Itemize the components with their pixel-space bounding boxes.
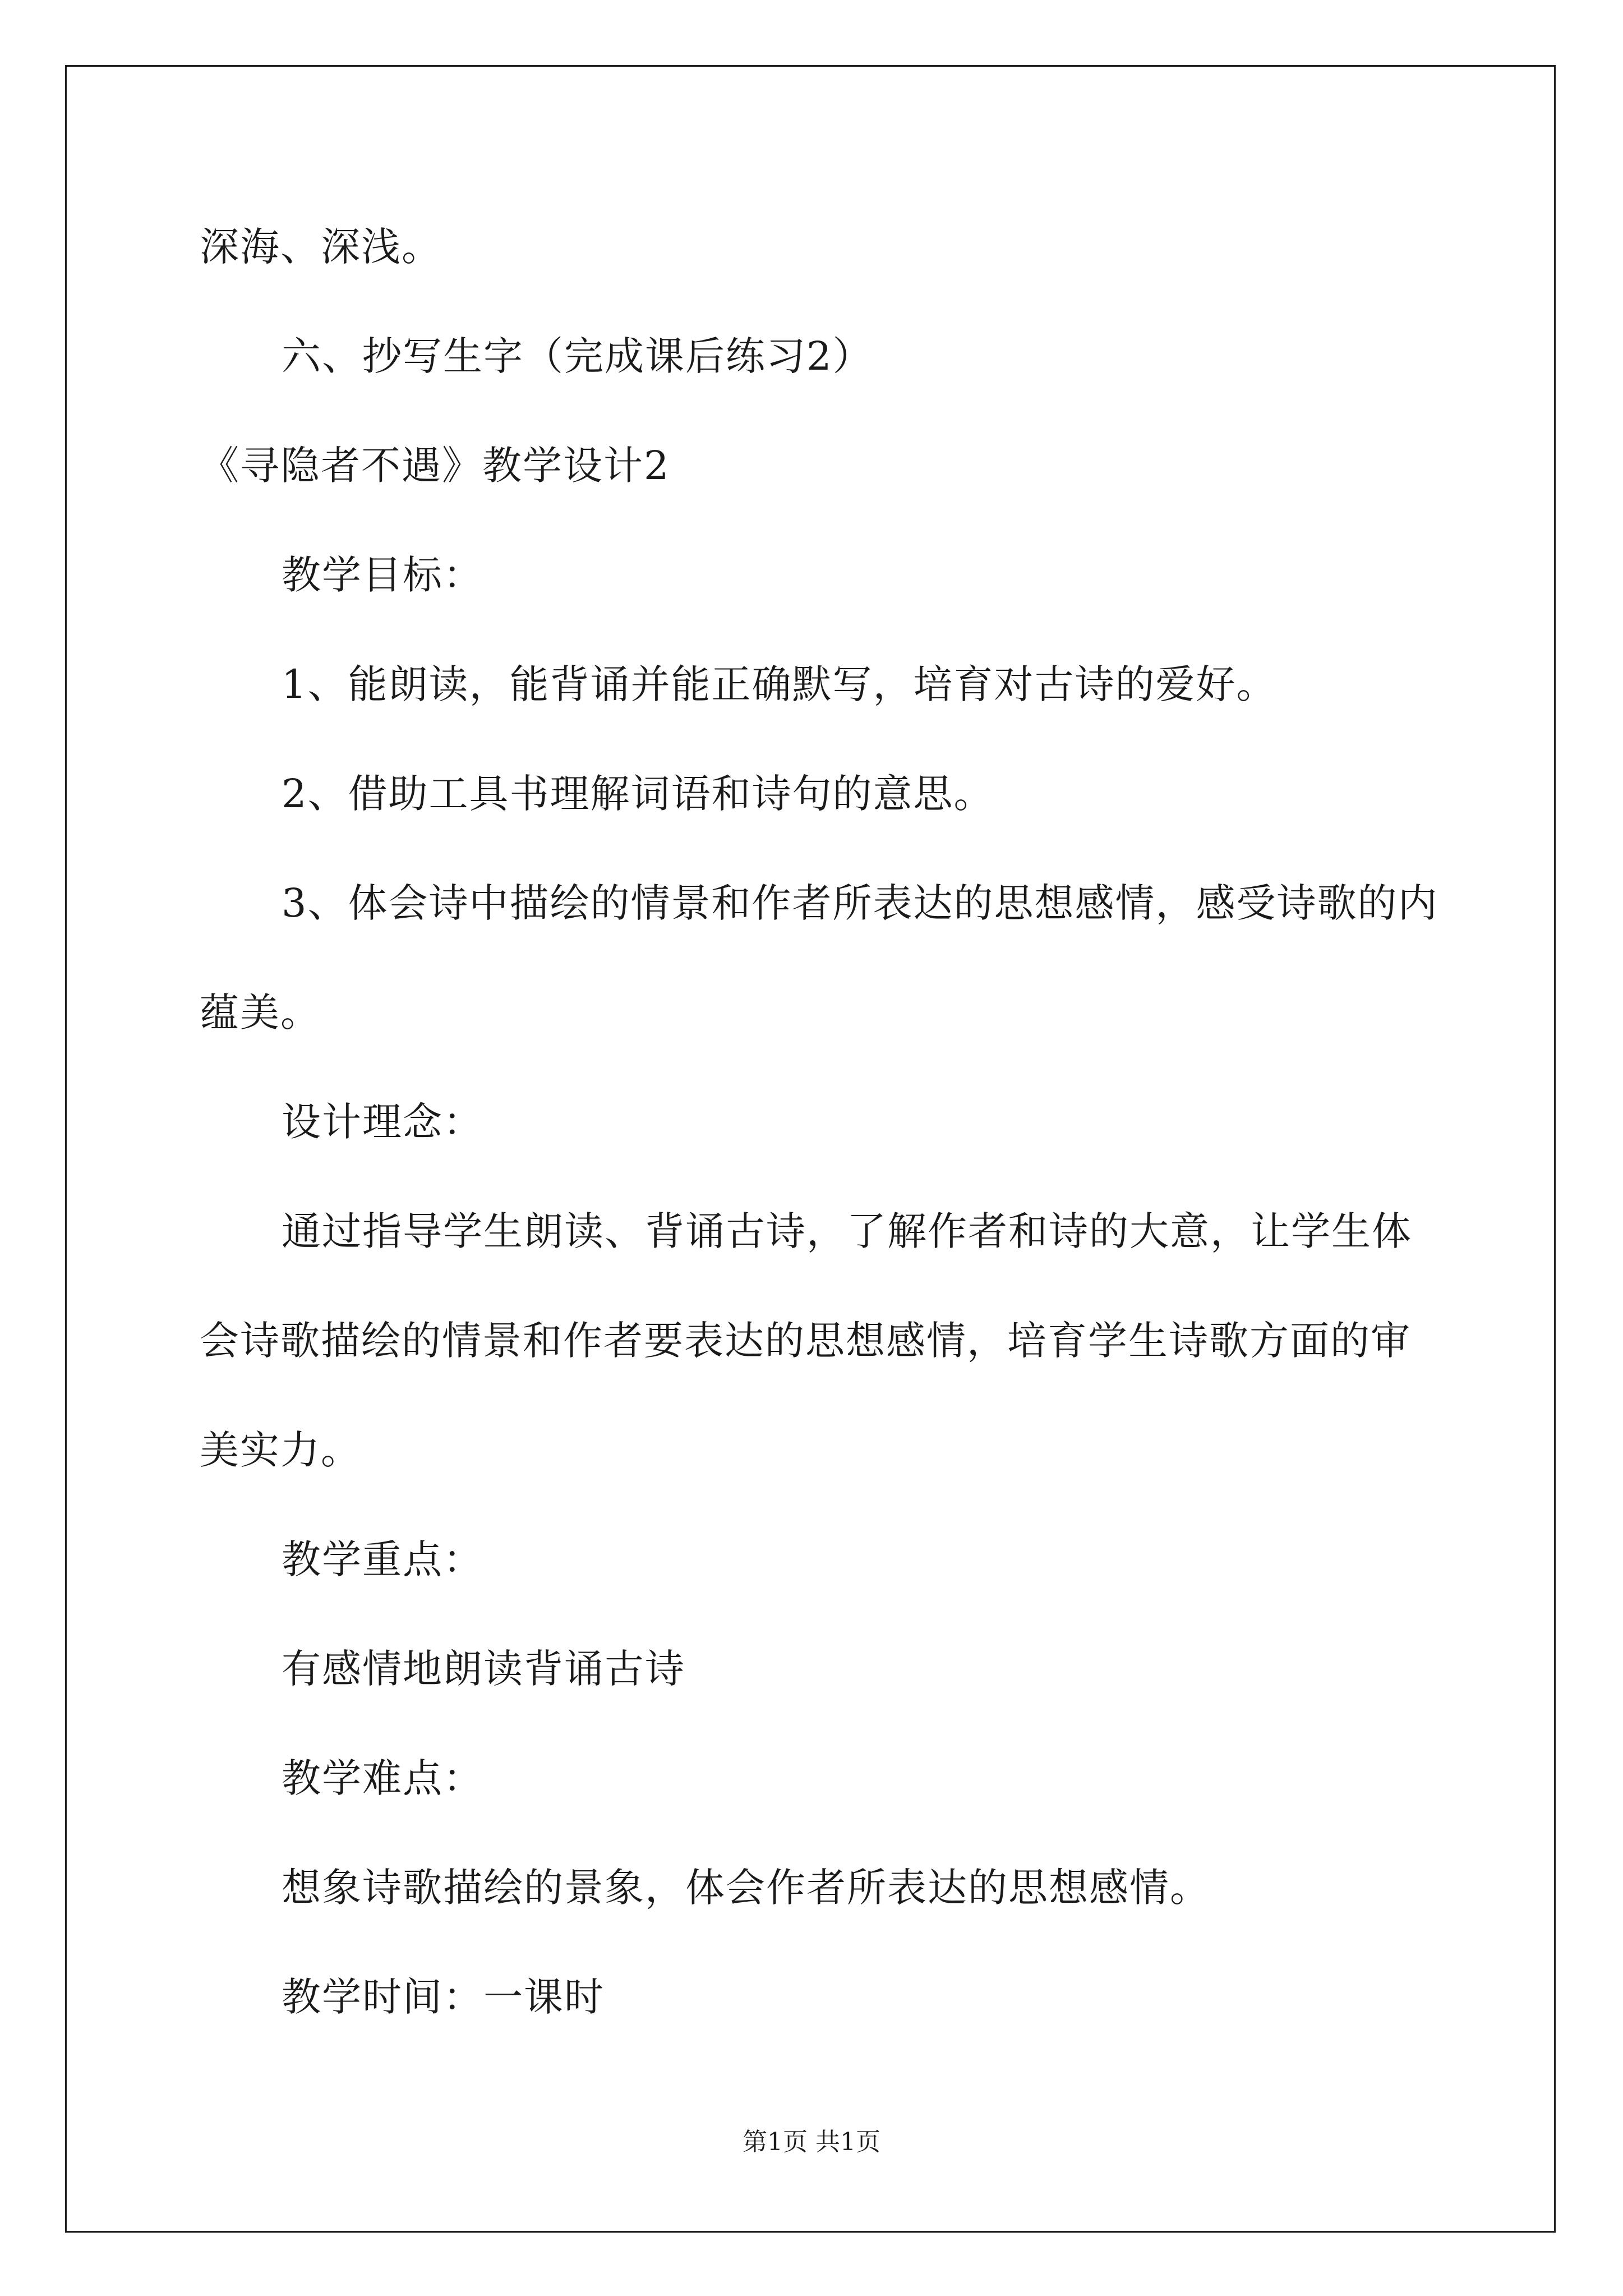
text-line: 3、体会诗中描绘的情景和作者所表达的思想感情，感受诗歌的内 (282, 880, 1438, 926)
text-line: 有感情地朗读背诵古诗 (282, 1646, 685, 1692)
text-line: 想象诗歌描绘的景象，体会作者所表达的思想感情。 (282, 1865, 1210, 1911)
text-line: 美实力。 (200, 1427, 361, 1473)
section-heading: 六、抄写生字（完成课后练习2） (282, 333, 873, 379)
document-title: 《寻隐者不遇》教学设计2 (200, 443, 670, 489)
page-number: 第1页 共1页 (743, 2128, 880, 2156)
text-line: 会诗歌描绘的情景和作者要表达的思想感情，培育学生诗歌方面的审 (200, 1318, 1411, 1364)
text-line: 通过指导学生朗读、背诵古诗，了解作者和诗的大意，让学生体 (282, 1208, 1412, 1254)
section-heading: 教学目标： (282, 552, 483, 598)
section-heading: 教学重点： (282, 1536, 483, 1582)
text-line: 蕴美。 (200, 990, 321, 1036)
section-heading: 设计理念： (282, 1099, 483, 1145)
text-line: 2、借助工具书理解词语和诗句的意思。 (282, 771, 994, 817)
text-line: 1、能朗读，能背诵并能正确默写，培育对古诗的爱好。 (282, 661, 1277, 707)
text-line: 教学时间：一课时 (282, 1974, 605, 2020)
text-line: 深海、深浅。 (200, 224, 442, 270)
section-heading: 教学难点： (282, 1755, 483, 1801)
